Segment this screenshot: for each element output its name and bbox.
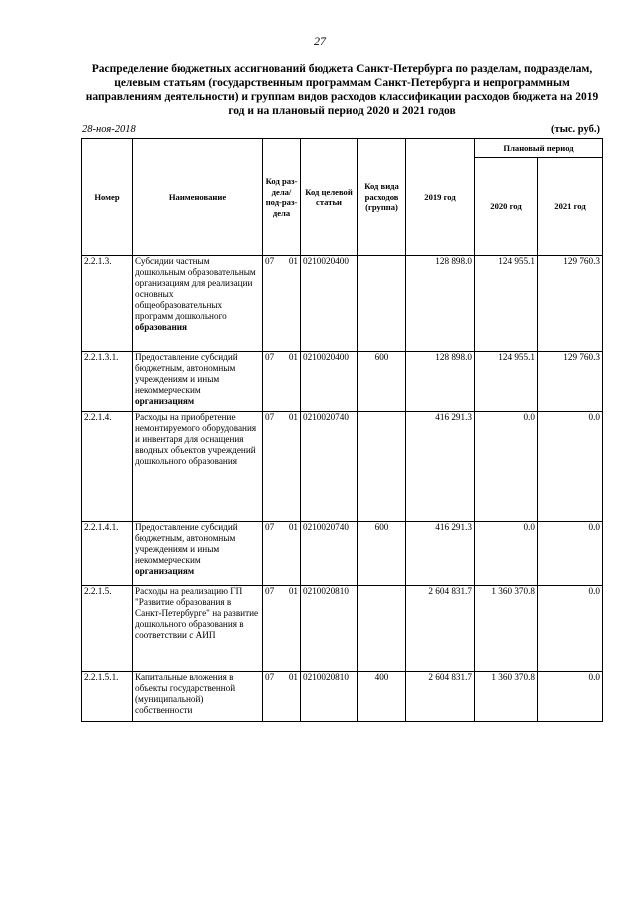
row-value-2021: 0.0 <box>538 586 603 672</box>
row-expense-type: 600 <box>358 352 406 412</box>
row-name <box>133 412 263 522</box>
row-section-code <box>263 352 301 412</box>
table-row <box>82 586 603 672</box>
row-target-code: 0210020740 <box>301 522 358 586</box>
header-year-2019: 2019 год <box>406 139 475 256</box>
header-name: Наименование <box>133 139 263 256</box>
row-value-2021: 0.0 <box>538 672 603 722</box>
row-value-2020: 124 955.1 <box>475 352 538 412</box>
row-section: 07 <box>265 586 275 596</box>
header-planning-period: Плановый период <box>475 139 603 158</box>
table-row <box>82 352 603 412</box>
row-subsection: 01 <box>288 352 298 362</box>
row-name <box>133 256 263 352</box>
row-section: 07 <box>265 412 275 422</box>
header-year-2021: 2021 год <box>538 158 603 256</box>
row-section-code <box>263 672 301 722</box>
row-name <box>133 586 263 672</box>
table-row <box>82 522 603 586</box>
row-name-last: организациям <box>135 566 195 576</box>
row-value-2020: 1 360 370.8 <box>475 672 538 722</box>
meta-row <box>82 124 600 137</box>
row-value-2021: 129 760.3 <box>538 352 603 412</box>
row-value-2020: 1 360 370.8 <box>475 586 538 672</box>
row-name-last: образования <box>135 322 188 332</box>
row-target-code: 0210020810 <box>301 586 358 672</box>
row-name-text: Расходы на приобретение немонтируемого оборудования и инвентаря для оснащения вводных объектов учреждений дошкольного образования <box>135 412 257 466</box>
row-subsection: 01 <box>288 672 298 682</box>
row-expense-type <box>358 412 406 522</box>
row-subsection: 01 <box>288 256 298 266</box>
row-value-2020: 124 955.1 <box>475 256 538 352</box>
units-label: (тыс. руб.) <box>551 124 600 135</box>
row-number: 2.2.1.5. <box>82 586 133 672</box>
row-section-code <box>263 522 301 586</box>
row-value-2019: 416 291.3 <box>406 412 475 522</box>
row-name-text: Капитальные вложения в объекты государственной (муниципальной) собственности <box>135 672 236 715</box>
row-name <box>133 352 263 412</box>
header-number: Номер <box>82 139 133 256</box>
row-expense-type: 400 <box>358 672 406 722</box>
table-row <box>82 412 603 522</box>
header-year-2020: 2020 год <box>475 158 538 256</box>
row-value-2021: 129 760.3 <box>538 256 603 352</box>
row-expense-type: 600 <box>358 522 406 586</box>
document-title: Распределение бюджетных ассигнований бюджета Санкт-Петербурга по разделам, подразделам, целевым статьям (государственным программам Санкт-Петербурга и непрограммным направлениям деятельности) и группам видов расходов классификации расходов бюджета на 2019 год и на плановый период 2020 и 2021 годов <box>85 63 599 117</box>
header-expense-type-code: Код вида расходов (группа) <box>358 139 406 256</box>
row-target-code: 0210020810 <box>301 672 358 722</box>
row-name-text: Расходы на реализацию ГП "Развитие образования в Санкт-Петербурге" на развитие дошкольного образования в соответствии с АИП <box>135 586 259 640</box>
row-number: 2.2.1.4. <box>82 412 133 522</box>
row-number: 2.2.1.3.1. <box>82 352 133 412</box>
row-section: 07 <box>265 522 275 532</box>
row-target-code: 0210020400 <box>301 352 358 412</box>
row-name-text: Субсидии частным дошкольным образовательным организациям для реализации основных общеобразовательных программ дошкольного <box>135 256 256 321</box>
header-target-code: Код целевой статьи <box>301 139 358 256</box>
row-value-2020: 0.0 <box>475 522 538 586</box>
row-number: 2.2.1.5.1. <box>82 672 133 722</box>
row-subsection: 01 <box>288 522 298 532</box>
table-row <box>82 672 603 722</box>
row-target-code: 0210020740 <box>301 412 358 522</box>
row-value-2019: 2 604 831.7 <box>406 672 475 722</box>
row-name-text: Предоставление субсидий бюджетным, автономным учреждениям и иным некоммерческим <box>135 522 238 565</box>
header-section-code: Код раз-дела/ под-раз-дела <box>263 139 301 256</box>
row-section-code <box>263 412 301 522</box>
row-number: 2.2.1.3. <box>82 256 133 352</box>
row-number: 2.2.1.4.1. <box>82 522 133 586</box>
row-section: 07 <box>265 256 275 266</box>
document-date: 28-ноя-2018 <box>82 124 136 135</box>
row-section-code <box>263 256 301 352</box>
table-row <box>82 256 603 352</box>
budget-table <box>81 138 603 722</box>
row-name-last: организациям <box>135 396 195 406</box>
row-value-2019: 128 898.0 <box>406 256 475 352</box>
row-name-text: Предоставление субсидий бюджетным, автономным учреждениям и иным некоммерческим <box>135 352 238 395</box>
page-number: 27 <box>314 34 326 48</box>
row-value-2020: 0.0 <box>475 412 538 522</box>
row-expense-type <box>358 586 406 672</box>
row-value-2019: 128 898.0 <box>406 352 475 412</box>
row-value-2021: 0.0 <box>538 412 603 522</box>
row-value-2019: 416 291.3 <box>406 522 475 586</box>
row-section-code <box>263 586 301 672</box>
row-target-code: 0210020400 <box>301 256 358 352</box>
row-value-2019: 2 604 831.7 <box>406 586 475 672</box>
row-value-2021: 0.0 <box>538 522 603 586</box>
row-section: 07 <box>265 672 275 682</box>
row-subsection: 01 <box>288 412 298 422</box>
row-name <box>133 522 263 586</box>
row-name <box>133 672 263 722</box>
row-subsection: 01 <box>288 586 298 596</box>
row-section: 07 <box>265 352 275 362</box>
row-expense-type <box>358 256 406 352</box>
